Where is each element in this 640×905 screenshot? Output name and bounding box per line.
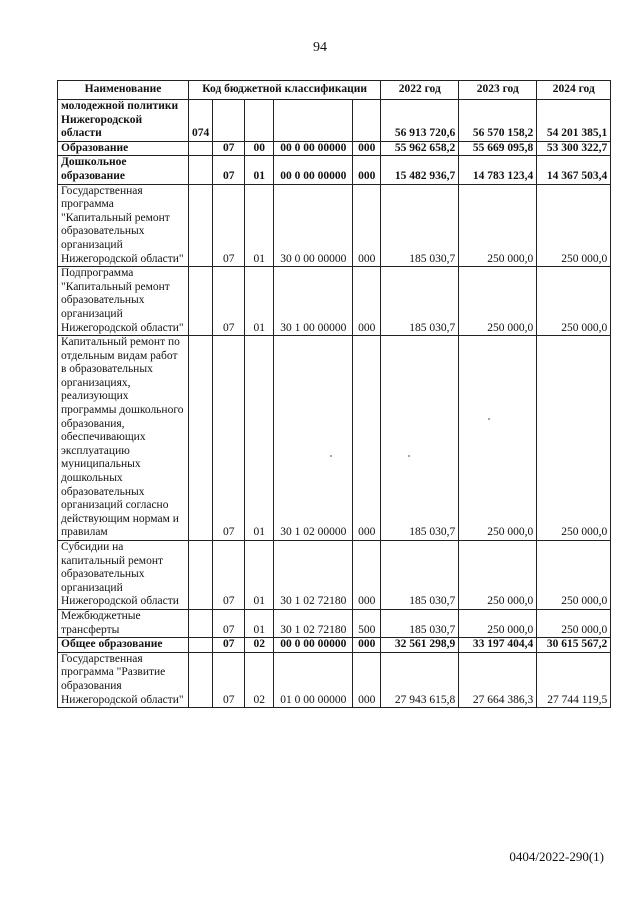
cell-expense-type: 000 bbox=[353, 184, 381, 267]
cell-2024: 250 000,0 bbox=[537, 184, 611, 267]
cell-vedom-code bbox=[189, 156, 213, 184]
cell-vedom-code bbox=[189, 336, 213, 541]
cell-name: Государственная программа "Развитие образования Нижегородской области" bbox=[58, 652, 189, 707]
header-2023: 2023 год bbox=[459, 81, 537, 100]
cell-name: Межбюджетные трансферты bbox=[58, 609, 189, 637]
table-row bbox=[58, 141, 611, 156]
cell-subsection-code: 01 bbox=[245, 267, 274, 336]
cell-vedom-code bbox=[189, 184, 213, 267]
cell-2024: 14 367 503,4 bbox=[537, 156, 611, 184]
cell-expense-type: 500 bbox=[353, 609, 381, 637]
cell-name: Субсидии на капитальный ремонт образовательных организаций Нижегородской области bbox=[58, 541, 189, 610]
cell-target-article: 00 0 00 00000 bbox=[274, 141, 353, 156]
cell-name: Государственная программа "Капитальный ремонт образовательных организаций Нижегородской области" bbox=[58, 184, 189, 267]
cell-2024: 53 300 322,7 bbox=[537, 141, 611, 156]
cell-target-article: 00 0 00 00000 bbox=[274, 156, 353, 184]
cell-2023: 56 570 158,2 bbox=[459, 100, 537, 142]
cell-section-code: 07 bbox=[213, 141, 245, 156]
cell-vedom-code bbox=[189, 141, 213, 156]
cell-2022: 32 561 298,9 bbox=[381, 638, 459, 653]
cell-expense-type: 000 bbox=[353, 541, 381, 610]
cell-2022: 27 943 615,8 bbox=[381, 652, 459, 707]
cell-vedom-code: 074 bbox=[189, 100, 213, 142]
cell-subsection-code: 01 bbox=[245, 609, 274, 637]
cell-2024: 250 000,0 bbox=[537, 609, 611, 637]
cell-target-article: 30 1 00 00000 bbox=[274, 267, 353, 336]
cell-2023: 250 000,0 bbox=[459, 609, 537, 637]
cell-name: Общее образование bbox=[58, 638, 189, 653]
cell-vedom-code bbox=[189, 267, 213, 336]
cell-2023: 27 664 386,3 bbox=[459, 652, 537, 707]
cell-expense-type bbox=[353, 100, 381, 142]
document-code: 0404/2022-290(1) bbox=[509, 849, 604, 864]
cell-expense-type: 000 bbox=[353, 141, 381, 156]
cell-2023: 250 000,0 bbox=[459, 184, 537, 267]
cell-section-code: 07 bbox=[213, 184, 245, 267]
scan-speck bbox=[408, 455, 410, 457]
cell-target-article: 30 1 02 72180 bbox=[274, 541, 353, 610]
header-2022: 2022 год bbox=[381, 81, 459, 100]
cell-2022: 185 030,7 bbox=[381, 336, 459, 541]
cell-2023: 55 669 095,8 bbox=[459, 141, 537, 156]
cell-2023: 250 000,0 bbox=[459, 541, 537, 610]
cell-2022: 185 030,7 bbox=[381, 267, 459, 336]
cell-subsection-code: 01 bbox=[245, 156, 274, 184]
table-row bbox=[58, 336, 611, 541]
cell-subsection-code: 02 bbox=[245, 652, 274, 707]
header-code: Код бюджетной классификации bbox=[189, 81, 381, 100]
cell-expense-type: 000 bbox=[353, 267, 381, 336]
cell-2023: 250 000,0 bbox=[459, 267, 537, 336]
cell-name: молодежной политики Нижегородской области bbox=[58, 100, 189, 142]
header-2024: 2024 год bbox=[537, 81, 611, 100]
cell-subsection-code: 01 bbox=[245, 184, 274, 267]
table-row bbox=[58, 267, 611, 336]
cell-subsection-code: 00 bbox=[245, 141, 274, 156]
cell-target-article bbox=[274, 100, 353, 142]
cell-2024: 27 744 119,5 bbox=[537, 652, 611, 707]
cell-vedom-code bbox=[189, 638, 213, 653]
cell-section-code: 07 bbox=[213, 652, 245, 707]
cell-name: Образование bbox=[58, 141, 189, 156]
cell-section-code: 07 bbox=[213, 609, 245, 637]
cell-2023: 14 783 123,4 bbox=[459, 156, 537, 184]
cell-section-code: 07 bbox=[213, 267, 245, 336]
cell-2024: 250 000,0 bbox=[537, 267, 611, 336]
scan-speck bbox=[330, 455, 332, 457]
table-row bbox=[58, 638, 611, 653]
cell-name: Дошкольное образование bbox=[58, 156, 189, 184]
cell-subsection-code bbox=[245, 100, 274, 142]
cell-2022: 15 482 936,7 bbox=[381, 156, 459, 184]
table-row bbox=[58, 184, 611, 267]
cell-target-article: 30 0 00 00000 bbox=[274, 184, 353, 267]
cell-expense-type: 000 bbox=[353, 156, 381, 184]
cell-name: Подпрограмма "Капитальный ремонт образовательных организаций Нижегородской области" bbox=[58, 267, 189, 336]
cell-target-article: 30 1 02 00000 bbox=[274, 336, 353, 541]
table-row bbox=[58, 609, 611, 637]
cell-2024: 250 000,0 bbox=[537, 336, 611, 541]
cell-section-code: 07 bbox=[213, 156, 245, 184]
budget-table bbox=[57, 80, 611, 708]
cell-name: Капитальный ремонт по отдельным видам работ в образовательных организациях, реализующих программы дошкольного образования, обеспечивающих эксплуатацию муниципальных дошкольных образовательных организаций согласно действующим нормам и правилам bbox=[58, 336, 189, 541]
cell-2022: 185 030,7 bbox=[381, 609, 459, 637]
cell-subsection-code: 02 bbox=[245, 638, 274, 653]
cell-subsection-code: 01 bbox=[245, 541, 274, 610]
cell-vedom-code bbox=[189, 541, 213, 610]
page-number: 94 bbox=[313, 40, 327, 55]
cell-expense-type: 000 bbox=[353, 638, 381, 653]
cell-2023: 250 000,0 bbox=[459, 336, 537, 541]
cell-expense-type: 000 bbox=[353, 336, 381, 541]
header-row bbox=[58, 81, 611, 100]
cell-2022: 55 962 658,2 bbox=[381, 141, 459, 156]
header-name: Наименование bbox=[58, 81, 189, 100]
cell-vedom-code bbox=[189, 652, 213, 707]
cell-vedom-code bbox=[189, 609, 213, 637]
cell-2022: 56 913 720,6 bbox=[381, 100, 459, 142]
cell-section-code: 07 bbox=[213, 638, 245, 653]
table-row bbox=[58, 541, 611, 610]
cell-2024: 54 201 385,1 bbox=[537, 100, 611, 142]
cell-2022: 185 030,7 bbox=[381, 184, 459, 267]
table-row bbox=[58, 100, 611, 142]
cell-2024: 30 615 567,2 bbox=[537, 638, 611, 653]
cell-target-article: 01 0 00 00000 bbox=[274, 652, 353, 707]
table-row bbox=[58, 156, 611, 184]
cell-section-code: 07 bbox=[213, 541, 245, 610]
cell-section-code: 07 bbox=[213, 336, 245, 541]
cell-2023: 33 197 404,4 bbox=[459, 638, 537, 653]
cell-2024: 250 000,0 bbox=[537, 541, 611, 610]
scan-speck bbox=[488, 418, 490, 420]
cell-target-article: 00 0 00 00000 bbox=[274, 638, 353, 653]
cell-section-code bbox=[213, 100, 245, 142]
cell-2022: 185 030,7 bbox=[381, 541, 459, 610]
cell-subsection-code: 01 bbox=[245, 336, 274, 541]
cell-target-article: 30 1 02 72180 bbox=[274, 609, 353, 637]
cell-expense-type: 000 bbox=[353, 652, 381, 707]
table-row bbox=[58, 652, 611, 707]
